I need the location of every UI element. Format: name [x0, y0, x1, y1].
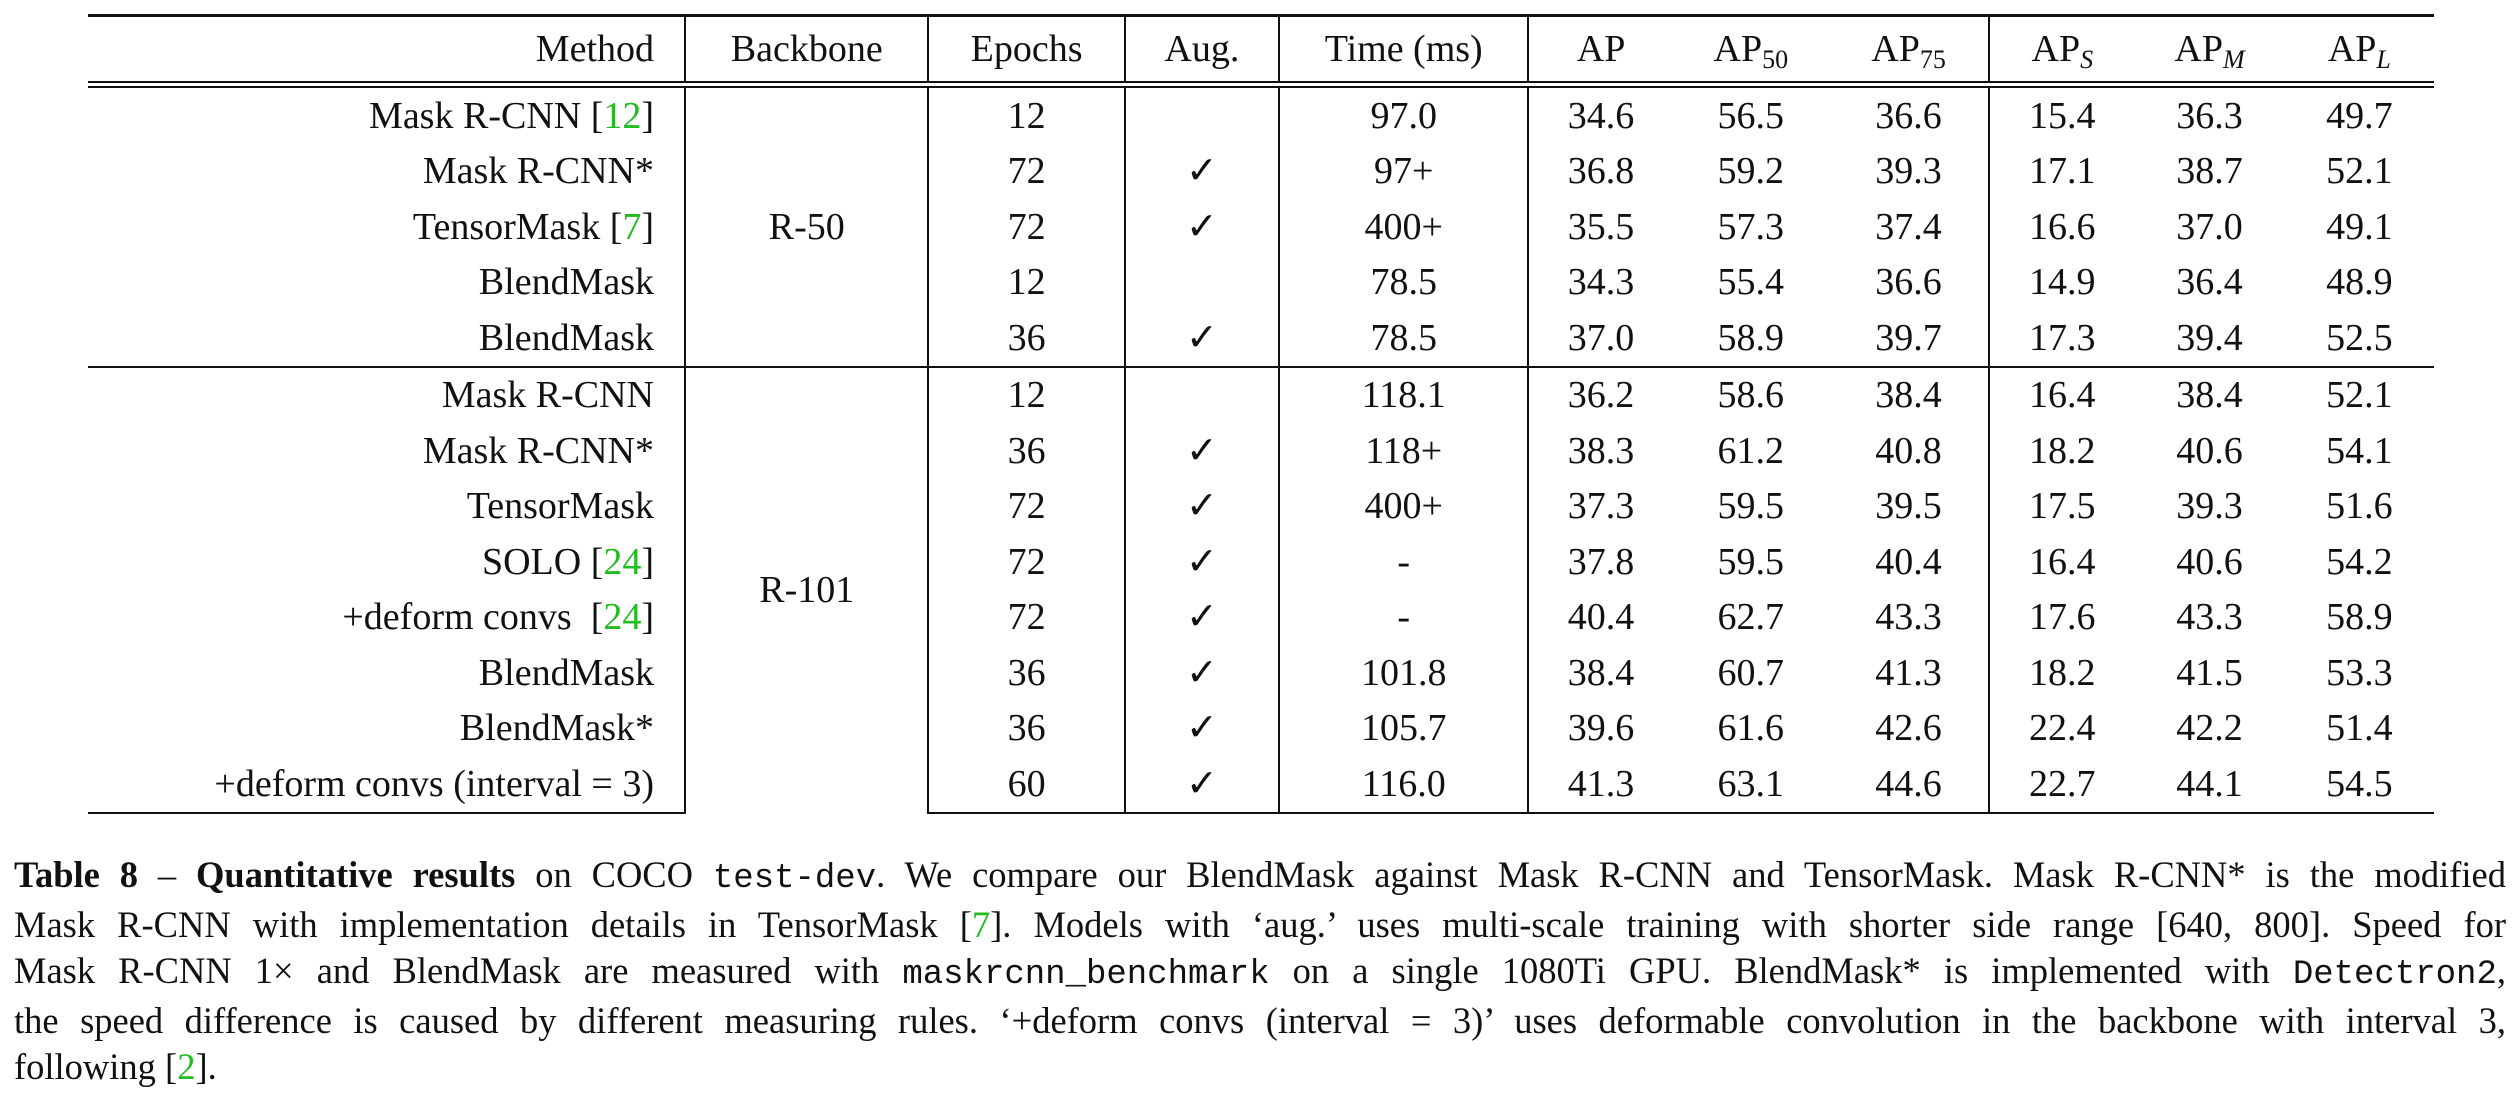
time-cell: 101.8: [1279, 645, 1528, 701]
apm-cell: 37.0: [2176, 205, 2243, 248]
aug-cell: ✓: [1125, 534, 1279, 590]
table-group-r50: [88, 85, 2434, 367]
aps-cell: 18.2: [2029, 651, 2096, 694]
ap75-cell: 40.4: [1829, 534, 1989, 590]
caption-line: following [2].: [14, 1046, 217, 1087]
time-cell: 400+: [1279, 479, 1528, 535]
header-ap75: $AP_{75}$: [1829, 16, 1989, 85]
apl-cell: 49.1: [2326, 205, 2393, 248]
caption-line: the speed difference is caused by different measuring rules. ‘+deform convs (interval = 3)’ uses deformable convolution in the backbone with interval 3,: [14, 1000, 2506, 1041]
table-row: [88, 423, 2434, 479]
aps-cell: 22.7: [1989, 756, 2134, 813]
aug-cell: ✓: [1125, 590, 1279, 646]
ap50-cell: 59.2: [1717, 150, 1785, 193]
ap50-cell: 60.7: [1717, 651, 1785, 694]
header-aug: Aug.: [1125, 16, 1279, 85]
aps-cell: 16.6: [2029, 205, 2096, 248]
header-apl: $AP_L$: [2327, 28, 2391, 74]
apm-cell: 38.7: [2176, 150, 2243, 193]
ap-cell: 38.3: [1567, 429, 1635, 472]
ap75-cell: 39.5: [1829, 479, 1989, 535]
apm-cell: 39.4: [2176, 316, 2243, 359]
aps-cell: 15.4: [2029, 94, 2096, 137]
epochs-cell: 72: [928, 534, 1124, 590]
apl-cell: 53.3: [2326, 651, 2393, 694]
ap-cell: 34.3: [1567, 261, 1635, 304]
time-cell: 118+: [1279, 423, 1528, 479]
citation-link[interactable]: 7: [622, 205, 642, 248]
ap75-cell: 44.6: [1829, 756, 1989, 813]
method-cell: SOLO [24]: [88, 534, 685, 590]
method-cell: +deform convs [24]: [88, 590, 685, 646]
table-row: [88, 756, 2434, 813]
table-row: [88, 645, 2434, 701]
time-cell: 97+: [1279, 144, 1528, 200]
epochs-cell: 72: [928, 199, 1124, 255]
ap-cell: 38.4: [1567, 651, 1635, 694]
apl-cell: 51.4: [2326, 707, 2393, 750]
ap-cell: 41.3: [1528, 756, 1672, 813]
aug-cell: [1125, 367, 1279, 424]
header-epochs: Epochs: [928, 16, 1124, 85]
ap-cell: 37.0: [1567, 316, 1635, 359]
header-aps: $AP_S$: [2031, 28, 2094, 74]
ap-cell: 34.6: [1567, 94, 1635, 137]
aps-cell: 22.4: [2029, 707, 2096, 750]
method-cell: BlendMask: [88, 645, 685, 701]
aug-cell: ✓: [1125, 756, 1279, 813]
aps-cell: 18.2: [2029, 429, 2096, 472]
table-header: [88, 16, 2434, 85]
apm-cell: 38.4: [2134, 367, 2284, 424]
citation-link[interactable]: 24: [603, 540, 642, 583]
epochs-cell: 36: [928, 645, 1124, 701]
ap75-cell: 37.4: [1829, 199, 1989, 255]
ap75-cell: 39.7: [1829, 310, 1989, 367]
header-ap50: $AP_{50}$: [1713, 28, 1789, 74]
table-row: [88, 534, 2434, 590]
backbone-cell: R-101: [685, 367, 928, 813]
apl-cell: 52.1: [2326, 150, 2393, 193]
table-row: [88, 479, 2434, 535]
backbone-cell: R-50: [685, 85, 928, 367]
ap50-cell: 61.6: [1717, 707, 1785, 750]
time-cell: 116.0: [1279, 756, 1528, 813]
apl-cell: 52.5: [2326, 316, 2393, 359]
aps-cell: 17.3: [2029, 316, 2096, 359]
aug-cell: ✓: [1125, 199, 1279, 255]
ap-cell: 40.4: [1567, 596, 1635, 639]
caption-line: Table 8 – Quantitative results on COCO test-dev. We compare our BlendMask against Mask R-CNN and TensorMask. Mask R-CNN* is the modified: [14, 854, 2506, 898]
table-caption: [14, 852, 2506, 1090]
method-cell: BlendMask: [88, 255, 685, 311]
time-cell: 105.7: [1279, 701, 1528, 757]
epochs-cell: 72: [928, 479, 1124, 535]
header-ap: AP: [1576, 28, 1626, 70]
table-row: [88, 310, 2434, 367]
ap-cell: 37.8: [1567, 540, 1635, 583]
apm-cell: 41.5: [2176, 651, 2243, 694]
table-row: [88, 255, 2434, 311]
ap75-cell: 36.6: [1829, 85, 1989, 144]
time-cell: 118.1: [1279, 367, 1528, 424]
method-cell: Mask R-CNN [12]: [88, 85, 685, 144]
ap50-cell: 56.5: [1717, 94, 1785, 137]
apl-cell: 54.1: [2326, 429, 2393, 472]
header-time: Time (ms): [1279, 16, 1528, 85]
ap75-cell: 36.6: [1829, 255, 1989, 311]
epochs-cell: 60: [928, 756, 1124, 813]
method-cell: +deform convs (interval = 3): [88, 756, 685, 813]
aug-cell: [1125, 85, 1279, 144]
ap50-cell: 61.2: [1717, 429, 1785, 472]
ap50-cell: 62.7: [1717, 596, 1785, 639]
ap50-cell: 59.5: [1717, 540, 1785, 583]
epochs-cell: 72: [928, 144, 1124, 200]
method-cell: Mask R-CNN*: [88, 144, 685, 200]
citation-link[interactable]: 2: [177, 1046, 196, 1087]
apl-cell: 58.9: [2326, 596, 2393, 639]
aug-cell: ✓: [1125, 423, 1279, 479]
aug-cell: ✓: [1125, 645, 1279, 701]
table-group-r101: [88, 367, 2434, 813]
method-cell: Mask R-CNN: [88, 367, 685, 424]
apm-cell: 40.6: [2176, 429, 2243, 472]
time-cell: 400+: [1279, 199, 1528, 255]
ap50-cell: 58.9: [1717, 316, 1785, 359]
caption-line: Mask R-CNN with implementation details in TensorMask [7]. Models with ‘aug.’ uses multi-scale training with shorter side range [640, 800]. Speed for: [14, 904, 2506, 945]
aug-cell: ✓: [1125, 479, 1279, 535]
epochs-cell: 72: [928, 590, 1124, 646]
method-cell: BlendMask: [88, 310, 685, 367]
ap50-cell: 55.4: [1717, 261, 1785, 304]
table-row: [88, 144, 2434, 200]
aps-cell: 17.1: [2029, 150, 2096, 193]
method-cell: BlendMask*: [88, 701, 685, 757]
aps-cell: 14.9: [2029, 261, 2096, 304]
time-cell: 78.5: [1279, 310, 1528, 367]
ap-cell: 36.8: [1567, 150, 1635, 193]
time-cell: 78.5: [1279, 255, 1528, 311]
apl-cell: 54.2: [2326, 540, 2393, 583]
apm-cell: 36.4: [2176, 261, 2243, 304]
apm-cell: 40.6: [2176, 540, 2243, 583]
apm-cell: 39.3: [2176, 485, 2243, 528]
apl-cell: 48.9: [2326, 261, 2393, 304]
epochs-cell: 12: [928, 367, 1124, 424]
ap75-cell: 42.6: [1829, 701, 1989, 757]
header-method: Method: [88, 16, 685, 85]
time-cell: -: [1279, 534, 1528, 590]
method-cell: Mask R-CNN*: [88, 423, 685, 479]
ap75-cell: 41.3: [1829, 645, 1989, 701]
table-row: [88, 199, 2434, 255]
ap-cell: 35.5: [1567, 205, 1635, 248]
apl-cell: 52.1: [2285, 367, 2434, 424]
aug-cell: ✓: [1125, 310, 1279, 367]
apl-cell: 54.5: [2285, 756, 2434, 813]
results-table-container: [88, 14, 2434, 814]
header-backbone: Backbone: [685, 16, 928, 85]
table-row: [88, 367, 2434, 424]
citation-link[interactable]: 7: [971, 904, 991, 945]
apm-cell: 44.1: [2134, 756, 2284, 813]
aug-cell: ✓: [1125, 144, 1279, 200]
ap75-cell: 38.4: [1829, 367, 1989, 424]
aps-cell: 17.6: [2029, 596, 2096, 639]
aps-cell: 16.4: [2029, 540, 2096, 583]
ap-cell: 36.2: [1528, 367, 1672, 424]
epochs-cell: 12: [928, 255, 1124, 311]
ap75-cell: 43.3: [1829, 590, 1989, 646]
aug-cell: ✓: [1125, 701, 1279, 757]
apm-cell: 43.3: [2176, 596, 2243, 639]
table-row: [88, 590, 2434, 646]
header-apm: $AP_M$: [2174, 28, 2245, 74]
time-cell: -: [1279, 590, 1528, 646]
ap-cell: 37.3: [1567, 485, 1635, 528]
ap50-cell: 63.1: [1673, 756, 1829, 813]
caption-line: Mask R-CNN 1× and BlendMask are measured with maskrcnn_benchmark on a single 1080Ti GPU. BlendMask* is implemented with Detectron2,: [14, 950, 2506, 994]
method-cell: TensorMask: [88, 479, 685, 535]
ap50-cell: 59.5: [1717, 485, 1785, 528]
ap75-cell: 40.8: [1829, 423, 1989, 479]
table-row: [88, 701, 2434, 757]
ap75-cell: 39.3: [1829, 144, 1989, 200]
citation-link[interactable]: 24: [603, 596, 642, 639]
citation-link[interactable]: 12: [603, 94, 642, 137]
epochs-cell: 12: [928, 85, 1124, 144]
ap50-cell: 57.3: [1717, 205, 1785, 248]
ap50-cell: 58.6: [1673, 367, 1829, 424]
results-table: [88, 14, 2434, 814]
apm-cell: 42.2: [2176, 707, 2243, 750]
apm-cell: 36.3: [2176, 94, 2243, 137]
table-row: [88, 85, 2434, 144]
ap-cell: 39.6: [1567, 707, 1635, 750]
epochs-cell: 36: [928, 423, 1124, 479]
time-cell: 97.0: [1279, 85, 1528, 144]
apl-cell: 51.6: [2326, 485, 2393, 528]
aug-cell: [1125, 255, 1279, 311]
method-cell: TensorMask [7]: [88, 199, 685, 255]
epochs-cell: 36: [928, 701, 1124, 757]
apl-cell: 49.7: [2326, 94, 2393, 137]
aps-cell: 17.5: [2029, 485, 2096, 528]
aps-cell: 16.4: [1989, 367, 2134, 424]
epochs-cell: 36: [928, 310, 1124, 367]
